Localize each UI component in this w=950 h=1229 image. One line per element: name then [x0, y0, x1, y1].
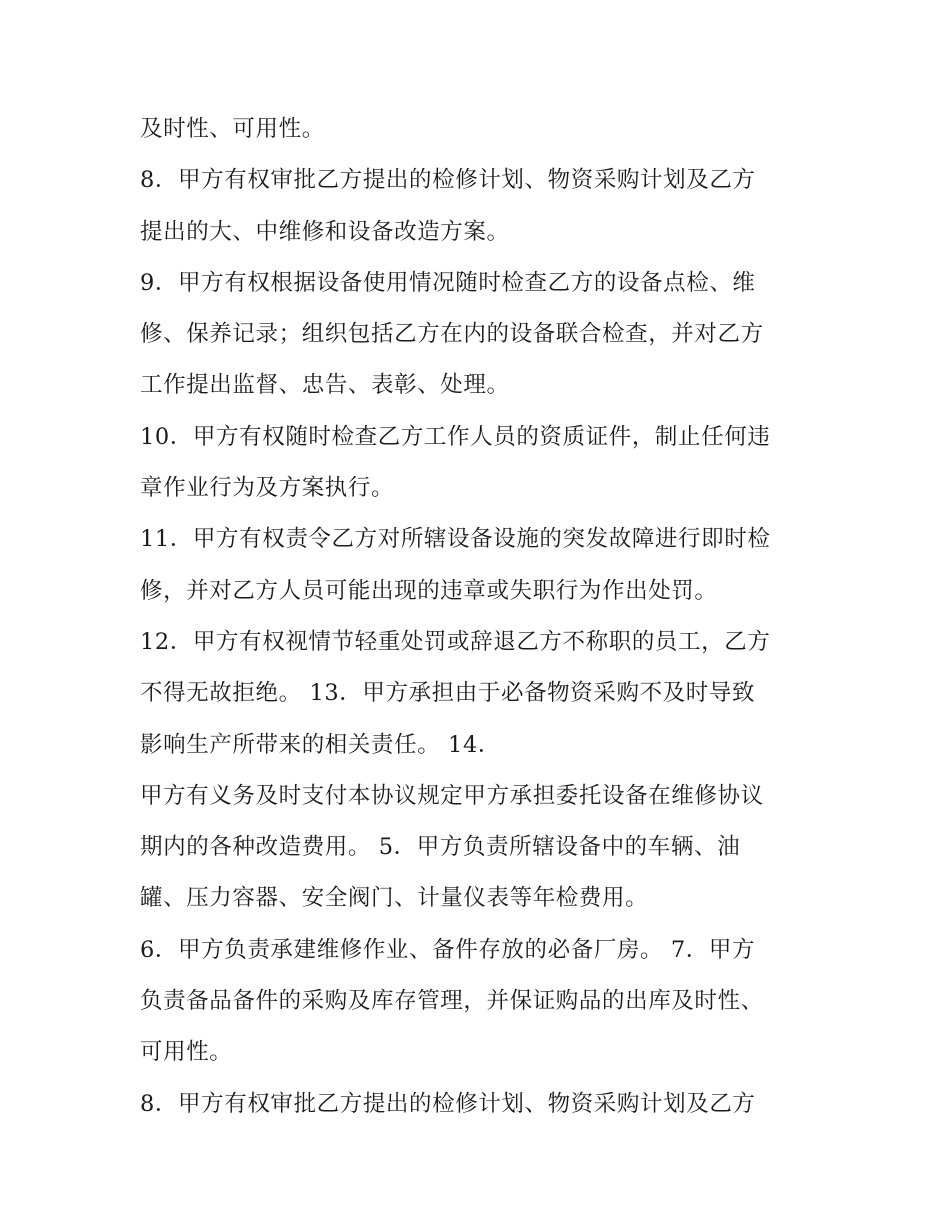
text-line: 11．甲方有权责令乙方对所辖设备设施的突发故障进行即时检 — [140, 526, 771, 553]
text-line: 修、保养记录；组织包括乙方在内的设备联合检查，并对乙方 — [140, 321, 764, 348]
text-line: 甲方有义务及时支付本协议规定甲方承担委托设备在维修协议 — [140, 782, 764, 809]
text-line: 不得无故拒绝。 13．甲方承担由于必备物资采购不及时导致 — [140, 680, 756, 707]
text-line: 可用性。 — [140, 1039, 233, 1066]
text-line: 修，并对乙方人员可能出现的违章或失职行为作出处罚。 — [140, 577, 718, 604]
text-line: 影响生产所带来的相关责任。 14． — [140, 731, 501, 758]
text-line: 8．甲方有权审批乙方提出的检修计划、物资采购计划及乙方 — [140, 1090, 756, 1117]
text-line: 6．甲方负责承建维修作业、备件存放的必备厂房。 7．甲方 — [140, 936, 756, 963]
text-line: 工作提出监督、忠告、表彰、处理。 — [140, 372, 510, 399]
text-line: 12．甲方有权视情节轻重处罚或辞退乙方不称职的员工，乙方 — [140, 628, 771, 655]
text-line: 9．甲方有权根据设备使用情况随时检查乙方的设备点检、维 — [140, 269, 756, 296]
text-line: 及时性、可用性。 — [140, 116, 325, 142]
text-line: 章作业行为及方案执行。 — [140, 475, 395, 502]
text-line: 10．甲方有权随时检查乙方工作人员的资质证件，制止任何违 — [140, 423, 771, 450]
text-line: 提出的大、中维修和设备改造方案。 — [140, 218, 510, 245]
text-line: 期内的各种改造费用。 5．甲方负责所辖设备中的车辆、油 — [140, 834, 741, 861]
text-line: 8．甲方有权审批乙方提出的检修计划、物资采购计划及乙方 — [140, 167, 756, 194]
text-line: 罐、压力容器、安全阀门、计量仪表等年检费用。 — [140, 885, 649, 912]
text-line: 负责备品备件的采购及库存管理，并保证购品的出库及时性、 — [140, 988, 764, 1015]
document-body-text — [140, 104, 820, 1130]
